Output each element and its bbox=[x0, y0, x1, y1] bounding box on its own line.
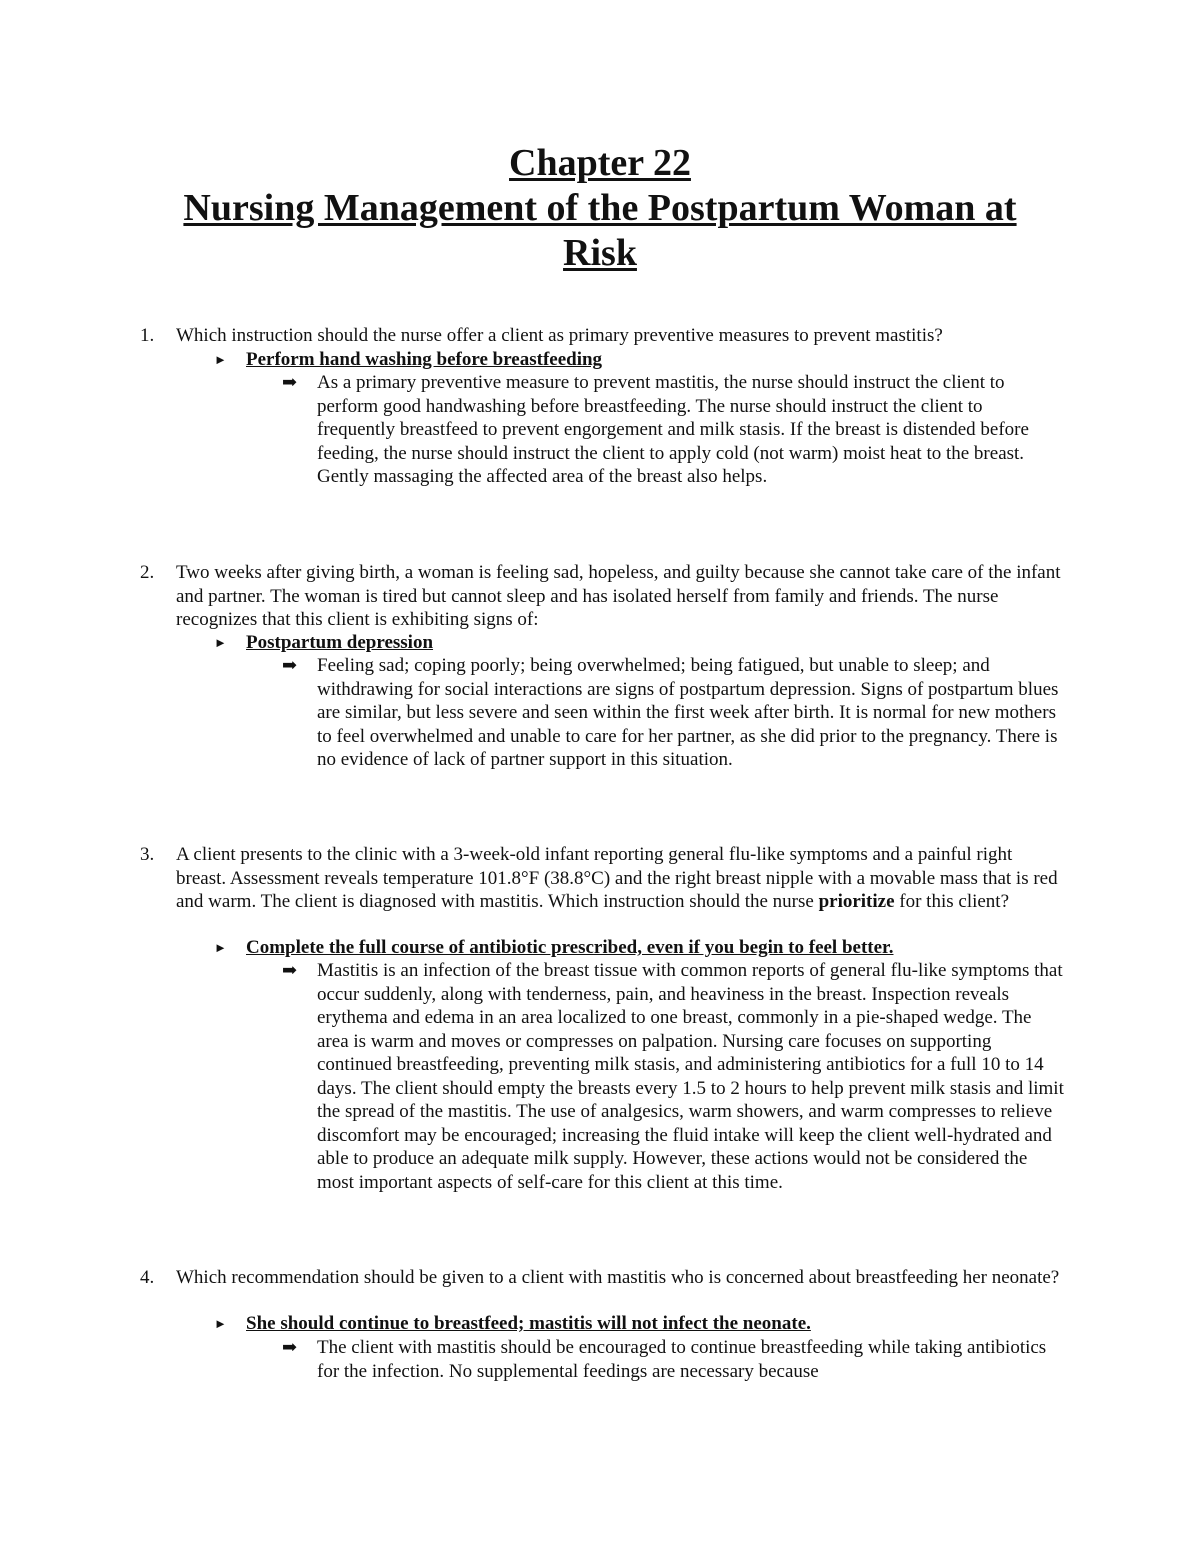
question-number: 2. bbox=[140, 562, 155, 583]
question-text: Two weeks after giving birth, a woman is feeling sad, hopeless, and guilty because she cannot take care of the infant and partner. The woman is tired but cannot sleep and has isolated herself from family and friends. The nurse recognizes that this client is exhibiting signs of: bbox=[176, 562, 1061, 630]
rationale-text: Mastitis is an infection of the breast tissue with common reports of general flu-like symptoms that occur suddenly, along with tenderness, pain, and heaviness in the breast. Inspection reveals erythema and edema in an area localized to one breast, commonly in a pie-shaped wedge. The area is warm and moves or compresses on palpation. Nursing care focuses on supporting continued breastfeeding, preventing milk stasis, and administering antibiotics for a full 10 to 14 days. The client should empty the breasts every 1.5 to 2 hours to help prevent milk stasis and limit the spread of the mastitis. The use of analgesics, warm showers, and warm compresses to relieve discomfort may be encouraged; increasing the fluid intake will keep the client well-hydrated and able to produce an adequate milk supply. However, these actions would not be considered the most important aspects of self-care for this client at this time. bbox=[317, 960, 1064, 1193]
rationale-text: As a primary preventive measure to prevent mastitis, the nurse should instruct the client to perform good handwashing before breastfeeding. The nurse should instruct the client to frequently breastfeed to prevent engorgement and milk stasis. If the breast is distended before feeding, the nurse should instruct the client to apply cold (not warm) moist heat to the breast. Gently massaging the affected area of the breast also helps. bbox=[317, 372, 1029, 487]
answer-text: She should continue to breastfeed; mastitis will not infect the neonate. bbox=[246, 1313, 811, 1334]
triangle-bullet-icon: ► bbox=[214, 1316, 227, 1331]
answer-text: Complete the full course of antibiotic prescribed, even if you begin to feel better. bbox=[246, 937, 894, 958]
question-number: 3. bbox=[140, 844, 155, 865]
triangle-bullet-icon: ► bbox=[214, 635, 227, 650]
chapter-number-heading: Chapter 22 bbox=[509, 142, 691, 184]
rationale-text: The client with mastitis should be encouraged to continue breastfeeding while taking antibiotics for the infection. No supplemental feedings are necessary because bbox=[317, 1337, 1047, 1382]
question-text: A client presents to the clinic with a 3-week-old infant reporting general flu-like symptoms and a painful right breast. Assessment reveals temperature 101.8°F (38.8°C) and the right breast nipple with a movable mass that is red and warm. The client is diagnosed with mastitis. Which instruction should the nurse prioritize for this client? bbox=[176, 844, 1058, 912]
answer-text: Perform hand washing before breastfeeding bbox=[246, 349, 603, 370]
rationale-text: Feeling sad; coping poorly; being overwhelmed; being fatigued, but unable to sleep; and withdrawing for social interactions are signs of postpartum depression. Signs of postpartum blues are similar, but less severe and seen within the first week after birth. It is normal for new mothers to feel overwhelmed and unable to care for her partner, as she did prior to the pregnancy. There is no evidence of lack of partner support in this situation. bbox=[317, 655, 1059, 770]
triangle-bullet-icon: ► bbox=[214, 352, 227, 367]
arrow-bullet-icon: ➡ bbox=[282, 655, 298, 675]
triangle-bullet-icon: ► bbox=[214, 940, 227, 955]
chapter-title-heading-line1: Nursing Management of the Postpartum Woman at bbox=[183, 187, 1017, 229]
question-text: Which recommendation should be given to a client with mastitis who is concerned about breastfeeding her neonate? bbox=[176, 1267, 1060, 1288]
question-number: 4. bbox=[140, 1267, 155, 1288]
answer-text: Postpartum depression bbox=[246, 632, 434, 653]
arrow-bullet-icon: ➡ bbox=[282, 960, 298, 980]
arrow-bullet-icon: ➡ bbox=[282, 1337, 298, 1357]
chapter-title bbox=[140, 141, 1060, 276]
question-text: Which instruction should the nurse offer a client as primary preventive measures to prevent mastitis? bbox=[176, 325, 943, 346]
chapter-title-heading-line2: Risk bbox=[563, 232, 637, 274]
question-number: 1. bbox=[140, 325, 155, 346]
arrow-bullet-icon: ➡ bbox=[282, 372, 298, 392]
